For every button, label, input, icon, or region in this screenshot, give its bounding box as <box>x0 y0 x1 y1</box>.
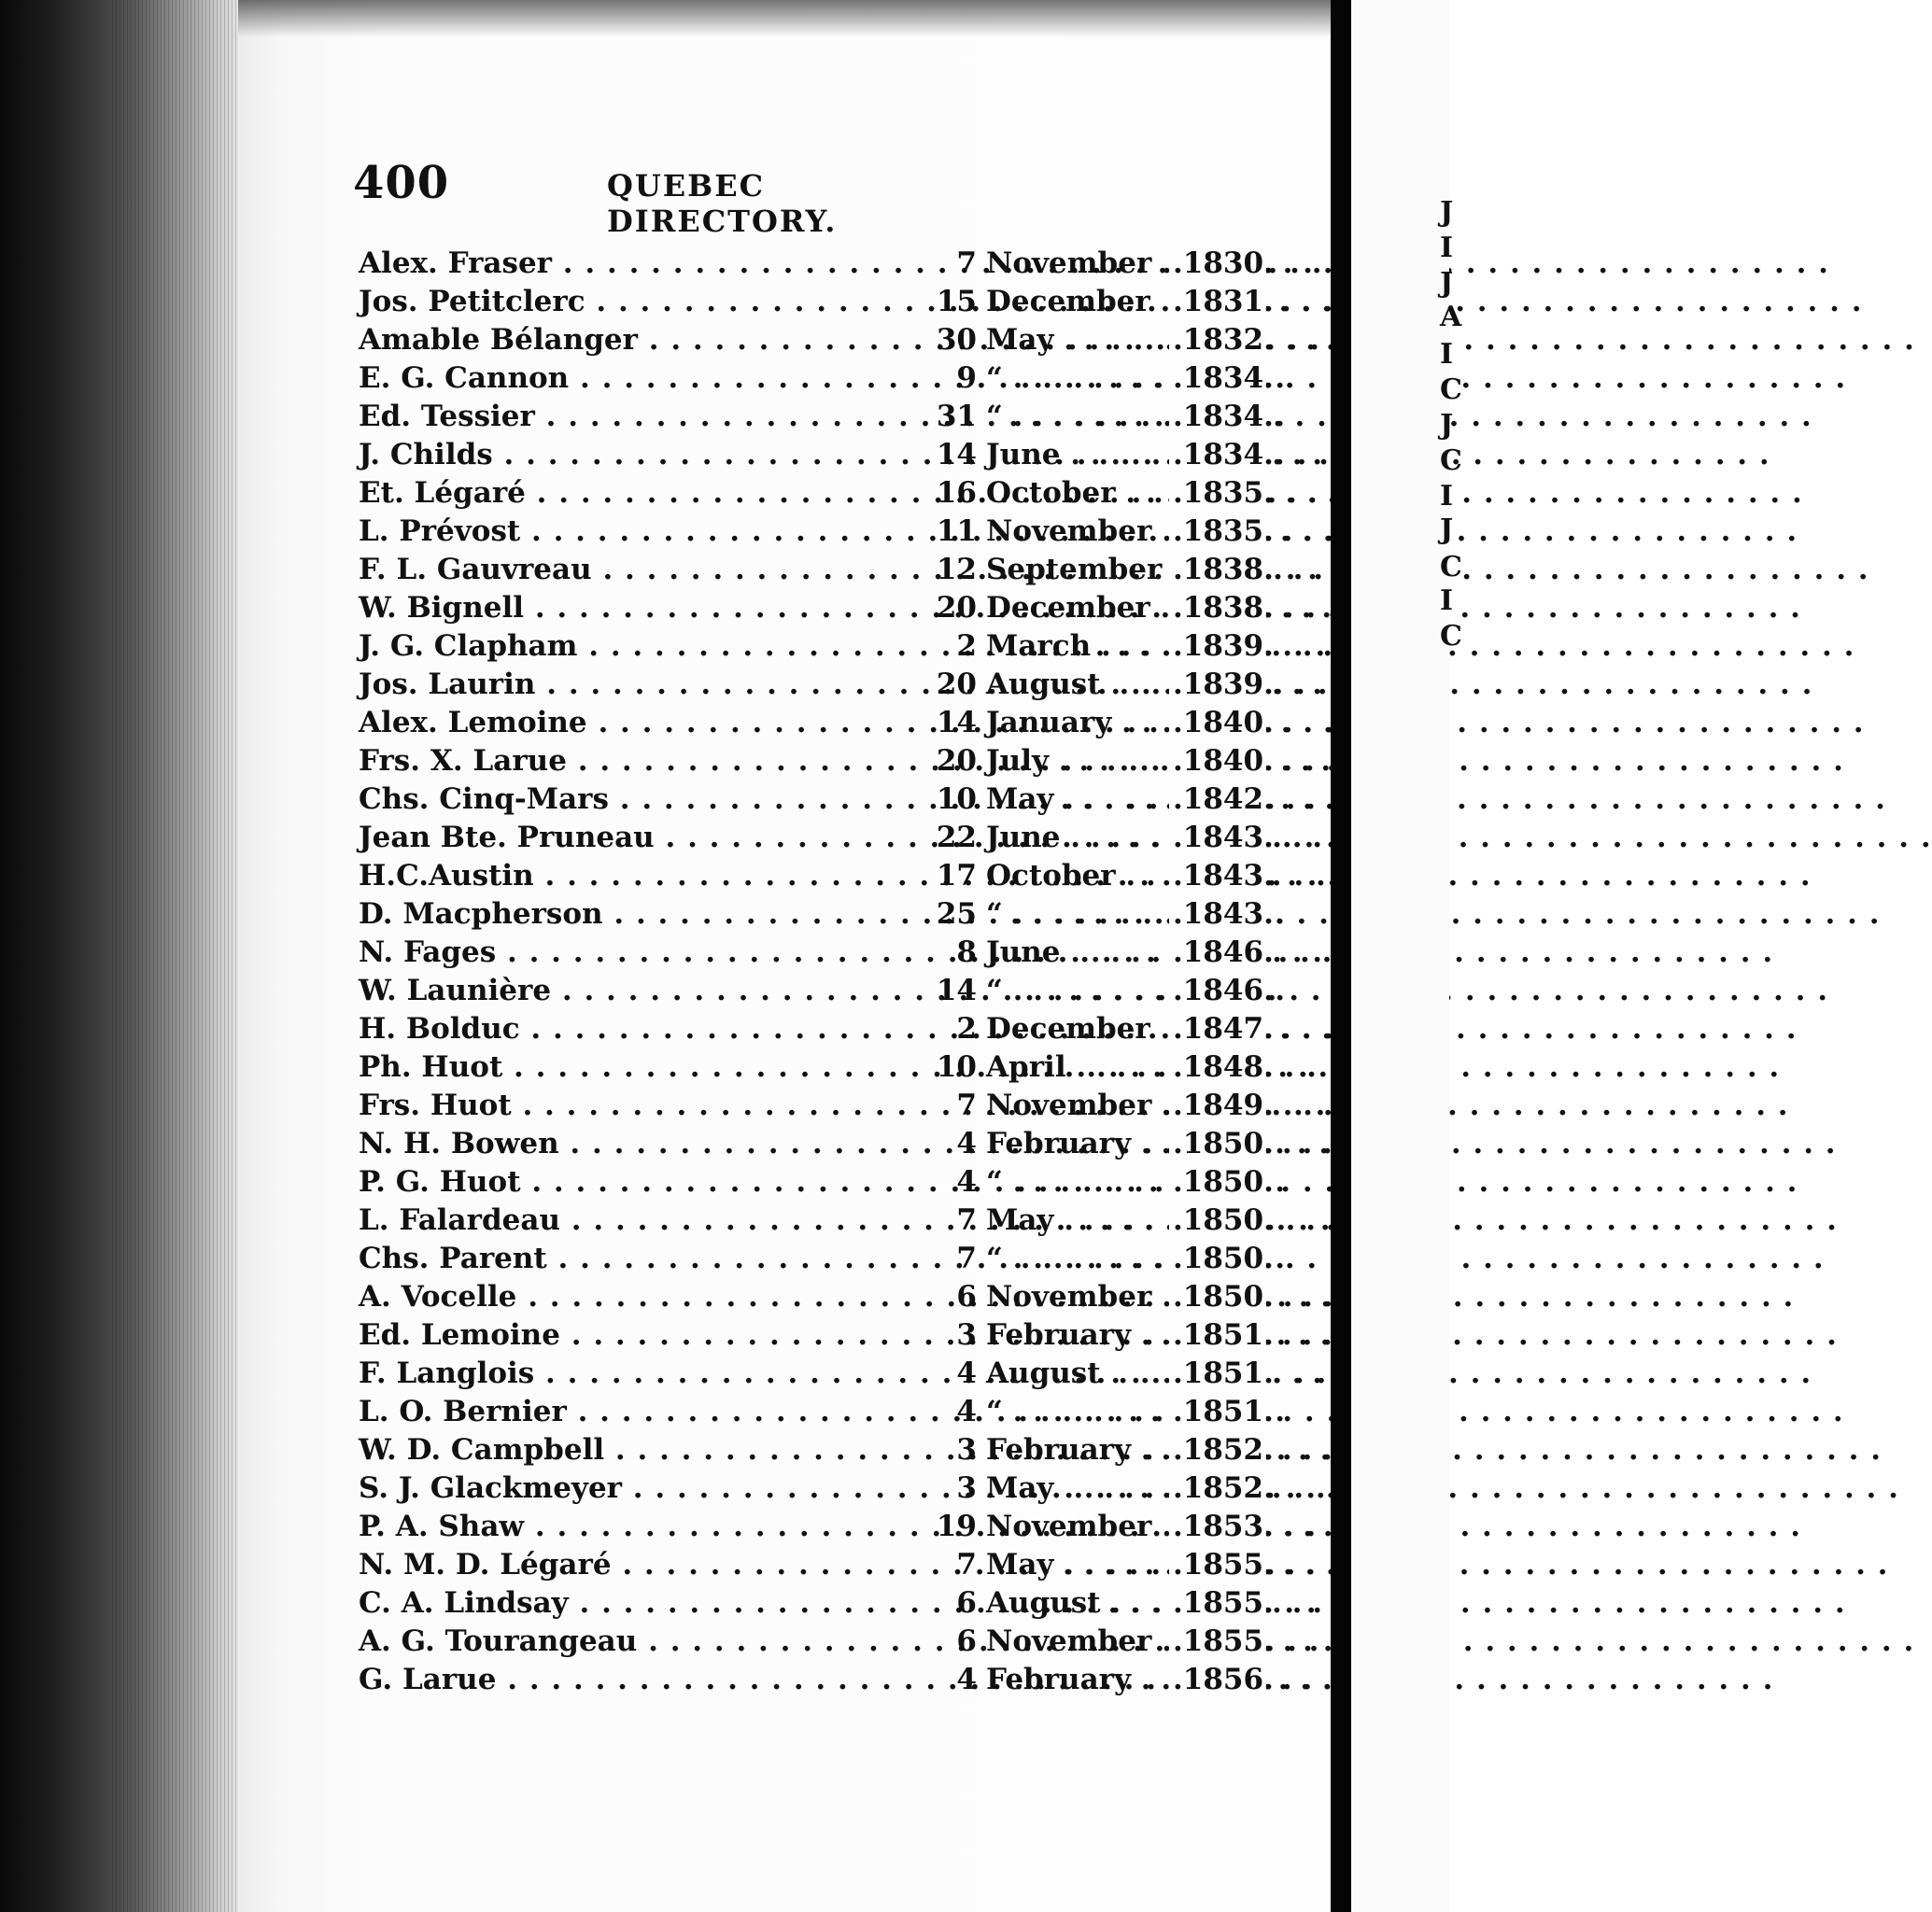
facing-page-letter: C <box>1440 444 1462 477</box>
entry-year: .1850. <box>1169 1278 1266 1316</box>
list-item <box>359 742 1274 780</box>
list-item <box>359 436 1274 474</box>
entry-year: .1842. <box>1169 780 1266 819</box>
entry-name: A. G. Tourangeau . . . <box>359 1623 928 1661</box>
entry-name: Et. Légaré . . . <box>359 474 928 513</box>
entry-year: .1852. <box>1169 1431 1266 1469</box>
entries-list <box>359 245 1274 1699</box>
entry-year: .1851. <box>1169 1316 1266 1355</box>
list-item <box>359 245 1274 283</box>
facing-page-letter: I <box>1440 584 1454 617</box>
entry-month: May . . . <box>986 780 1182 819</box>
entry-year: .1835. <box>1169 474 1266 513</box>
entry-name: P. A. Shaw . . . <box>359 1508 928 1546</box>
entry-name: N. M. D. Légaré . . . <box>359 1546 928 1584</box>
entry-year: .1838. <box>1169 589 1266 627</box>
entry-day: 15 <box>936 285 977 318</box>
entry-day: 11 <box>936 514 977 548</box>
entry-name: L. Prévost . . . <box>359 513 928 551</box>
entry-day: 14 <box>936 438 977 471</box>
facing-page-letter: I <box>1440 232 1454 264</box>
book-gutter <box>1331 0 1351 1912</box>
list-item <box>359 1584 1274 1623</box>
facing-page-letter: I <box>1440 480 1454 513</box>
facing-page-letter: I <box>1440 338 1454 371</box>
entry-month: November . . . <box>986 513 1182 551</box>
entry-name: N. Fages . . . <box>359 934 928 972</box>
list-item <box>359 1431 1274 1469</box>
list-item <box>359 666 1274 704</box>
entry-day: 7 <box>956 1548 977 1582</box>
entry-month: August . . . <box>986 666 1182 704</box>
entry-year: .1846. <box>1169 934 1266 972</box>
entry-day: 22 <box>936 821 977 854</box>
entry-year: .1843. <box>1169 895 1266 934</box>
entry-month: April . . . <box>986 1048 1182 1087</box>
facing-page-letter: C <box>1440 373 1462 406</box>
list-item <box>359 513 1274 551</box>
entry-month: May . . . <box>986 321 1182 359</box>
entry-month: July . . . <box>986 742 1182 780</box>
entry-year: .1838. <box>1169 551 1266 589</box>
entry-day: 25 <box>936 897 977 931</box>
list-item <box>359 1393 1274 1431</box>
entry-month: “ . . . <box>986 398 1182 436</box>
entry-day: 20 <box>936 591 977 625</box>
entry-day: 3 <box>956 1433 977 1467</box>
entry-day: 16 <box>936 476 977 510</box>
entry-name: Alex. Fraser . . . <box>359 245 928 283</box>
entry-day: 12 <box>936 553 977 586</box>
list-item <box>359 1508 1274 1546</box>
entry-name: F. L. Gauvreau . . . <box>359 551 928 589</box>
entry-day: 6 <box>956 1280 977 1314</box>
entry-month: November . . . <box>986 1623 1182 1661</box>
entry-month: “ . . . <box>986 895 1182 934</box>
facing-page-letter: A <box>1440 301 1462 333</box>
entry-month: May . . . <box>986 1469 1182 1508</box>
entry-name: Chs. Cinq-Mars . . . <box>359 780 928 819</box>
entry-month: December . . . <box>986 283 1182 321</box>
entry-year: .1834. <box>1169 398 1266 436</box>
running-title: QUEBEC DIRECTORY. <box>607 168 838 239</box>
entry-day: 31 <box>936 400 977 433</box>
entry-name: P. G. Huot . . . <box>359 1163 928 1202</box>
entry-day: 4 <box>956 1127 977 1160</box>
entry-day: 4 <box>956 1395 977 1428</box>
entry-name: L. O. Bernier . . . <box>359 1393 928 1431</box>
facing-page-letter: J <box>1440 513 1454 546</box>
entry-year: .1843. <box>1169 819 1266 857</box>
entry-name: Ed. Lemoine . . . <box>359 1316 928 1355</box>
facing-page <box>1351 0 1462 1912</box>
entry-day: 10 <box>936 1050 977 1084</box>
entry-month: December . . . <box>986 1010 1182 1048</box>
list-item <box>359 1546 1274 1584</box>
entry-month: December . . . <box>986 589 1182 627</box>
list-item <box>359 1240 1274 1278</box>
list-item <box>359 1355 1274 1393</box>
entry-year: .1846. <box>1169 972 1266 1010</box>
page-header <box>353 157 988 239</box>
entry-name: W. D. Campbell . . . <box>359 1431 928 1469</box>
list-item <box>359 1661 1274 1699</box>
entry-day: 17 <box>936 859 977 893</box>
list-item <box>359 857 1274 895</box>
entry-name: J. Childs . . . <box>359 436 928 474</box>
entry-day: 8 <box>956 935 977 969</box>
facing-page-letter: C <box>1440 620 1462 653</box>
entry-day: 10 <box>936 782 977 816</box>
page-number: 400 <box>353 157 450 209</box>
entry-year: .1843. <box>1169 857 1266 895</box>
entry-name: W. Bignell . . . <box>359 589 928 627</box>
entry-year: .1847. <box>1169 1010 1266 1048</box>
list-item <box>359 1278 1274 1316</box>
entry-month: November . . . <box>986 245 1182 283</box>
facing-page-letter: J <box>1440 267 1454 300</box>
list-item <box>359 819 1274 857</box>
entry-day: 4 <box>956 1165 977 1199</box>
entry-month: “ . . . <box>986 1163 1182 1202</box>
entry-name: W. Launière . . . <box>359 972 928 1010</box>
entry-year: .1849. <box>1169 1087 1266 1125</box>
entry-month: March . . . <box>986 627 1182 666</box>
entry-month: November . . . <box>986 1087 1182 1125</box>
entry-year: .1853. <box>1169 1508 1266 1546</box>
entry-year: .1855. <box>1169 1584 1266 1623</box>
entry-month: October . . . <box>986 474 1182 513</box>
entry-year: .1855. <box>1169 1623 1266 1661</box>
entry-name: S. J. Glackmeyer . . . <box>359 1469 928 1508</box>
entry-name: H.C.Austin . . . <box>359 857 928 895</box>
book-page-edges <box>0 0 238 1912</box>
list-item <box>359 1010 1274 1048</box>
entry-month: November . . . <box>986 1278 1182 1316</box>
entry-name: Ph. Huot . . . <box>359 1048 928 1087</box>
list-item <box>359 627 1274 666</box>
list-item <box>359 1469 1274 1508</box>
entry-month: May . . . <box>986 1202 1182 1240</box>
entry-name: D. Macpherson . . . <box>359 895 928 934</box>
entry-name: Amable Bélanger . . . <box>359 321 928 359</box>
entry-month: February . . . <box>986 1661 1182 1699</box>
entry-month: June . . . <box>986 436 1182 474</box>
entry-year: .1848. <box>1169 1048 1266 1087</box>
list-item <box>359 1048 1274 1087</box>
entry-year: .1831. <box>1169 283 1266 321</box>
entry-year: .1832. <box>1169 321 1266 359</box>
list-item <box>359 704 1274 742</box>
list-item <box>359 1202 1274 1240</box>
entry-month: “ . . . <box>986 1240 1182 1278</box>
list-item <box>359 398 1274 436</box>
entry-month: May . . . <box>986 1546 1182 1584</box>
page-top-shadow <box>238 0 1345 37</box>
entry-day: 20 <box>936 744 977 778</box>
entry-year: .1840. <box>1169 704 1266 742</box>
list-item <box>359 551 1274 589</box>
list-item <box>359 474 1274 513</box>
entry-name: L. Falardeau . . . <box>359 1202 928 1240</box>
entry-month: June . . . <box>986 934 1182 972</box>
entry-year: .1856. <box>1169 1661 1266 1699</box>
list-item <box>359 895 1274 934</box>
entry-name: E. G. Cannon . . . <box>359 359 928 398</box>
entry-year: .1840. <box>1169 742 1266 780</box>
entry-year: .1850. <box>1169 1202 1266 1240</box>
entry-year: .1830. <box>1169 245 1266 283</box>
list-item <box>359 283 1274 321</box>
entry-day: 19 <box>936 1510 977 1543</box>
entry-name: J. G. Clapham . . . <box>359 627 928 666</box>
entry-month: August . . . <box>986 1584 1182 1623</box>
entry-year: .1851. <box>1169 1393 1266 1431</box>
entry-month: February . . . <box>986 1431 1182 1469</box>
entry-day: 4 <box>956 1663 977 1696</box>
entry-day: 3 <box>956 1318 977 1352</box>
entry-day: 2 <box>956 1012 977 1046</box>
list-item <box>359 934 1274 972</box>
entry-day: 3 <box>956 1471 977 1505</box>
entry-day: 7 <box>956 1203 977 1237</box>
entry-year: .1834. <box>1169 359 1266 398</box>
entry-name: G. Larue . . . <box>359 1661 928 1699</box>
entry-month: February . . . <box>986 1125 1182 1163</box>
entry-month: August . . . <box>986 1355 1182 1393</box>
entry-month: “ . . . <box>986 1393 1182 1431</box>
entry-day: 30 <box>936 323 977 357</box>
entry-name: A. Vocelle . . . <box>359 1278 928 1316</box>
entry-day: 20 <box>936 668 977 701</box>
entry-day: 14 <box>936 974 977 1007</box>
entry-name: Chs. Parent . . . <box>359 1240 928 1278</box>
facing-page-letter: C <box>1440 551 1462 583</box>
facing-page-letter: J <box>1440 196 1454 229</box>
list-item <box>359 1316 1274 1355</box>
entry-name: Alex. Lemoine . . . <box>359 704 928 742</box>
entry-day: 9 <box>956 361 977 395</box>
entry-name: Frs. Huot . . . <box>359 1087 928 1125</box>
entry-name: Frs. X. Larue . . . <box>359 742 928 780</box>
entry-day: 2 <box>956 629 977 663</box>
list-item <box>359 359 1274 398</box>
entry-name: C. A. Lindsay . . . <box>359 1584 928 1623</box>
entry-year: .1835. <box>1169 513 1266 551</box>
entry-day: 6 <box>956 1624 977 1658</box>
entry-year: .1850. <box>1169 1240 1266 1278</box>
entry-day: 4 <box>956 1357 977 1390</box>
entry-month: September . . . <box>986 551 1182 589</box>
entry-year: .1852. <box>1169 1469 1266 1508</box>
entry-name: N. H. Bowen . . . <box>359 1125 928 1163</box>
list-item <box>359 1087 1274 1125</box>
entry-year: .1850. <box>1169 1125 1266 1163</box>
entry-day: 7 <box>956 246 977 280</box>
entry-day: 14 <box>936 706 977 739</box>
entry-year: .1839. <box>1169 666 1266 704</box>
entry-month: February . . . <box>986 1316 1182 1355</box>
entry-name: H. Bolduc . . . <box>359 1010 928 1048</box>
entry-month: June . . . <box>986 819 1182 857</box>
facing-page-letter: J <box>1440 409 1454 442</box>
entry-name: Jean Bte. Pruneau . . . <box>359 819 928 857</box>
entry-name: Jos. Petitclerc . . . <box>359 283 928 321</box>
list-item <box>359 1623 1274 1661</box>
entry-day: 7 <box>956 1089 977 1122</box>
list-item <box>359 780 1274 819</box>
entry-year: .1839. <box>1169 627 1266 666</box>
entry-month: January . . . <box>986 704 1182 742</box>
list-item <box>359 589 1274 627</box>
list-item <box>359 321 1274 359</box>
entry-month: October . . . <box>986 857 1182 895</box>
entry-day: 7 <box>956 1242 977 1275</box>
entry-month: November . . . <box>986 1508 1182 1546</box>
entry-name: Jos. Laurin . . . <box>359 666 928 704</box>
entry-year: .1855. <box>1169 1546 1266 1584</box>
list-item <box>359 1125 1274 1163</box>
entry-year: .1851. <box>1169 1355 1266 1393</box>
entry-name: Ed. Tessier . . . <box>359 398 928 436</box>
entry-year: .1834. <box>1169 436 1266 474</box>
entry-name: F. Langlois . . . <box>359 1355 928 1393</box>
entry-year: .1850. <box>1169 1163 1266 1202</box>
list-item <box>359 1163 1274 1202</box>
list-item <box>359 972 1274 1010</box>
entry-month: “ . . . <box>986 359 1182 398</box>
entry-month: “ . . . <box>986 972 1182 1010</box>
entry-day: 6 <box>956 1586 977 1620</box>
